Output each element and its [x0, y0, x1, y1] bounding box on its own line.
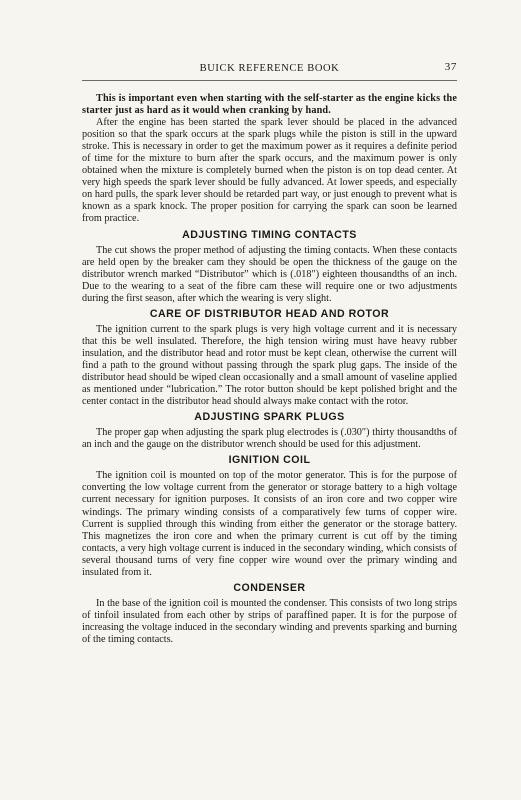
paragraph-ignition-coil: The ignition coil is mounted on top of the motor generator. This is for the purpose of converting the low voltage current from the generator or storage battery to a high voltage current necessary for ignition purposes. It consists of an iron core and two copper wire windings. The primary winding consists of a comparatively few turns of copper wire. Current is supplied through this winding from either the generator or the storage battery. This magnetizes the iron core and when the primary current is cut off by the timing contacts, a very high voltage current is induced in the secondary winding, which consists of several thousand turns of very fine copper wire wound over the primary winding and insulated from it.: [82, 470, 457, 578]
heading-condenser: CONDENSER: [233, 581, 306, 594]
lead-paragraph: This is important even when starting with the self-starter as the engine kicks the starter just as hard as it would when cranking by hand.: [82, 93, 457, 117]
paragraph-care-of-distributor: The ignition current to the spark plugs is very high voltage current and it is necessary that this be well insulated. Therefore, the high tension wiring must have heavy rubber insulation, and the distributor head and rotor must be kept clean, otherwise the current will find a path to the ground without passing through the spark plug gaps. The inside of the distributor head should be wiped clean occasionally and a small amount of vaseline applied as mentioned under “lubrication.” The rotor button should be kept polished bright and the center contact in the distributor head should always make contact with the rotor.: [82, 323, 457, 408]
page-content: [82, 93, 457, 646]
paragraph-condenser: In the base of the ignition coil is mounted the condenser. This consists of two long strips of tinfoil insulated from each other by strips of paraffined paper. It is for the purpose of increasing the voltage induced in the secondary winding and prevents sparking and burning of the timing contacts.: [82, 597, 457, 645]
spark-lever-paragraph: After the engine has been started the spark lever should be placed in the advanced position so that the spark occurs at the spark plugs while the piston is still in the upward stroke. This is necessary in order to get the maximum power as it requires a definite period of time for the mixture to burn after the spark occurs, and the maximum power is only obtained when the mixture is completely burned when the piston is on top dead center. At very high speeds the spark lever should be fully advanced. At lower speeds, and especially on hard pulls, the spark lever should be retarded part way, or just enough to prevent what is known as a spark knock. The proper position for carrying the spark can soon be learned from practice.: [82, 117, 457, 225]
paragraph-adjusting-timing-contacts: The cut shows the proper method of adjusting the timing contacts. When these contacts are held open by the breaker cam they should be open the thickness of the gauge on the distributor wrench marked “Distributor” which is (.018″) eighteen thousandths of an inch. Due to the wearing to a seat of the fibre cam these will require one or two adjustments during the first season, after which the wearing is very slight.: [82, 244, 457, 304]
heading-adjusting-timing-contacts: ADJUSTING TIMING CONTACTS: [182, 228, 357, 241]
running-title: BUICK REFERENCE BOOK: [199, 63, 340, 74]
heading-adjusting-spark-plugs: ADJUSTING SPARK PLUGS: [194, 411, 345, 424]
running-header: [82, 60, 457, 81]
page-number: 37: [444, 61, 457, 73]
paragraph-adjusting-spark-plugs: The proper gap when adjusting the spark plug electrodes is (.030″) thirty thousandths of an inch and the gauge on the distributor wrench should be used for this adjustment.: [82, 427, 457, 451]
heading-ignition-coil: IGNITION COIL: [228, 454, 311, 467]
heading-care-of-distributor: CARE OF DISTRIBUTOR HEAD AND ROTOR: [149, 307, 390, 320]
